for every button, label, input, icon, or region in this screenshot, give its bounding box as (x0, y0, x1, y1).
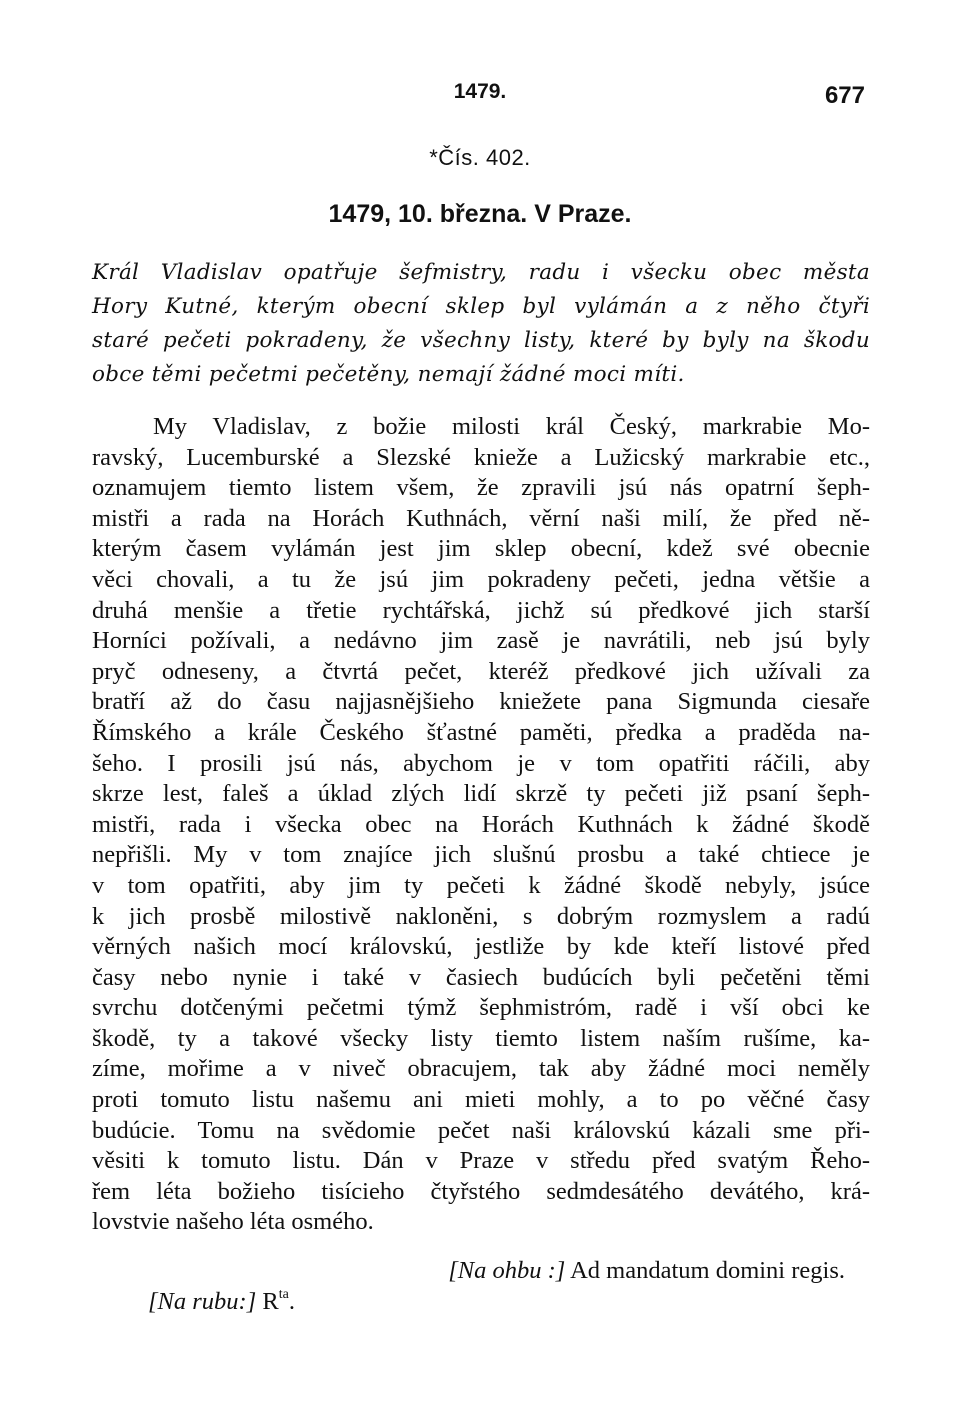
text-line: proti tomuto listu našemu ani mieti mohly, a to po věčné časy (92, 1086, 870, 1114)
regest-summary (92, 256, 870, 392)
text-line: budúcie. Tomu na svědomie pečet naši královskú kázali sme při- (92, 1116, 870, 1144)
fold-note (448, 1257, 845, 1285)
running-header-year: 1479. (453, 80, 507, 103)
text-line: druhá menšie a třetie rychtářská, jichž sú předkové jich starší (92, 596, 870, 624)
fold-note-text: Ad mandatum domini regis. (570, 1257, 845, 1284)
text-line: mistři a rada na Horách Kuthnách, věrní naši milí, že před ně- (92, 504, 870, 532)
text-line: řem léta božieho tisícieho čtyřstého sedmdesátého devátého, krá- (92, 1177, 870, 1205)
text-line: Horníci požívali, a nedávno jim zasě je navrátili, neb jsú byly (92, 627, 870, 655)
text-line: Římského a krále Českého šťastné paměti, předka a praděda na- (92, 718, 870, 746)
back-note-label: [Na rubu:] (148, 1288, 257, 1315)
text-line: bratří až do času najjasnějšieho kniežete pana Sigmunda ciesaře (92, 688, 870, 716)
text-line: pryč odneseny, a čtvrtá pečet, kteréž předkové jich užívali za (92, 657, 870, 685)
text-line: v tom opatřiti, aby jim ty pečeti k žádné škodě nebyly, jsúce (92, 871, 870, 899)
regest-line: staré pečeti pokradeny, že všechny listy, které by byly na škodu (92, 328, 870, 353)
back-note-period: . (288, 1288, 295, 1315)
text-line: skrze lest, faleš a úklad zlých lidí skrzě ty pečeti již psaní šeph- (92, 780, 870, 808)
back-note-text: R (262, 1288, 279, 1315)
text-line: k jich prosbě milostivě nakloněni, s dobrým rozmyslem a radú (92, 902, 870, 930)
text-line: nepřišli. My v tom znajíce jich slušnú prosbu a také chtiece je (92, 841, 870, 869)
text-line: věci chovali, a tu že jsú jim pokradeny pečeti, jedna většie a (92, 565, 870, 593)
regest-line: Král Vladislav opatřuje šefmistry, radu i všecku obec města (92, 260, 870, 285)
back-note (148, 1288, 295, 1316)
text-line: lovstvie našeho léta osmého. (92, 1208, 374, 1236)
fold-note-label: [Na ohbu :] (448, 1257, 566, 1284)
back-note-superscript: ta (278, 1287, 289, 1302)
document-number: *Čís. 402. (429, 145, 531, 170)
regest-line: obce těmi pečetmi pečetěny, nemají žádné moci míti. (92, 362, 685, 387)
text-line: věrných našich mocí královskú, jestliže by kde kteří listové před (92, 933, 870, 961)
text-line: šeho. I prosili jsú nás, abychom je v tom opatřiti ráčili, aby (92, 749, 870, 777)
text-line: kterým časem vylámán jest jim sklep obecní, kdež své obecnie (92, 535, 870, 563)
text-line: My Vladislav, z božie milosti král Český, markrabie Mo- (153, 413, 870, 440)
text-line: mistři, rada i všecka obec na Horách Kuthnách k žádné škodě (92, 810, 870, 838)
page-number: 677 (824, 82, 865, 109)
text-line: škodě, ty a takové všecky listy tiemto listem naším rušíme, ka- (92, 1024, 870, 1052)
document-date-place: 1479, 10. března. V Praze. (328, 200, 632, 228)
text-line: časy nebo nynie i také v časiech budúcích byli pečetěni těmi (92, 963, 870, 991)
text-line: věsiti k tomuto listu. Dán v Praze v středu před svatým Řeho- (92, 1147, 870, 1175)
text-line: oznamujem tiemto listem všem, že zpravili jsú nás opatrní šeph- (92, 474, 870, 502)
text-line: zíme, mořime a v niveč obracujem, tak aby žádné moci neměly (92, 1055, 870, 1083)
text-line: svrchu dotčenými pečetmi týmž šephmistróm, radě i vší obci ke (92, 994, 870, 1022)
text-line: ravský, Lucemburské a Slezské knieže a Lužicský markrabie etc., (92, 443, 870, 471)
charter-text (92, 412, 870, 1238)
regest-line: Hory Kutné, kterým obecní sklep byl vylámán a z něho čtyři (92, 294, 870, 319)
